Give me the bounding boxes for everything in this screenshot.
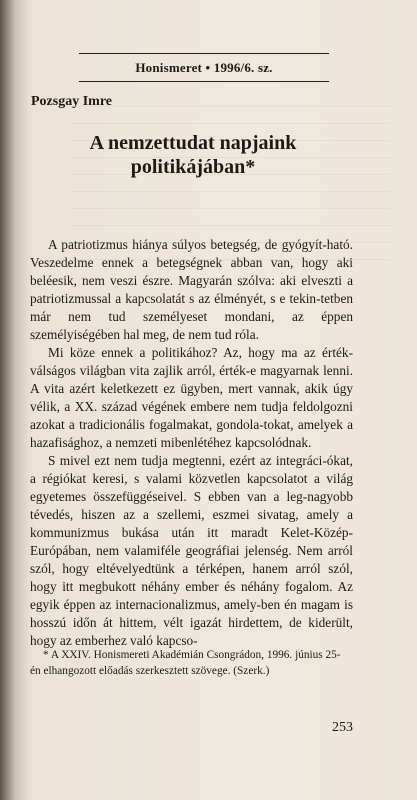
page-gutter-shadow <box>0 0 28 800</box>
article-body <box>30 236 353 650</box>
article-paragraph: A patriotizmus hiánya súlyos betegség, de gyógyít-ható. Veszedelme ennek a betegségnek abban van, hogy aki beléesik, nem veszi észre. Magyarán szólva: aki elveszti a patriotizmussal a kapcsolatát s az élményét, s e tekin-tetben már nem tud személyeset mondani, az éppen személyiségében hal meg, de nem tud róla. <box>30 237 353 342</box>
page-number: 253 <box>332 720 353 735</box>
article-title: A nemzettudat napjaink politikájában* <box>89 132 297 178</box>
journal-header: Honismeret • 1996/6. sz. <box>135 60 273 75</box>
article-paragraph: S mivel ezt nem tudja megtenni, ezért az integráci-ókat, a régiókat keresi, s valami közvetlen kapcsolatot a világ egyetemes összefüggéseivel. S ebben van a leg-nagyobb tévedés, hiszen az a szellemi, eszmei sivatag, amely a kommunizmus bukása után itt maradt Kelet-Közép-Európában, nem valamiféle geográfiai jelenség. Nem arról szól, hogy eltévelyedtünk a térképen, hanem arról szól, hogy itt megbukott néhány ember és néhány fogalom. Az egyik éppen az internacionalizmus, amely-ben én magam is hosszú időn át hittem, vélt igazát hirdettem, de kiderült, hogy az emberhez való kapcso- <box>30 453 353 648</box>
header-top-rule <box>79 53 329 54</box>
article-author: Pozsgay Imre <box>31 94 112 109</box>
footnote-text: * A XXIV. Honismereti Akadémián Csongrádon, 1996. június 25-én elhangozott előadás szerkesztett szövege. (Szerk.) <box>30 649 341 677</box>
article-paragraph: Mi köze ennek a politikához? Az, hogy ma az érték-válságos világban vita zajlik arról, érték-e magyarnak lenni. A vita azért keletkezett ez ügyben, mert vannak, akik úgy vélik, a XX. század végének embere nem tudja feldolgozni azokat a tradicionális fogalmakat, gondola-tokat, amelyek a hazafisághoz, a nemzeti mibenlétéhez kapcsolódnak. <box>30 345 353 450</box>
footnote <box>30 647 350 679</box>
header-bottom-rule <box>79 81 329 82</box>
